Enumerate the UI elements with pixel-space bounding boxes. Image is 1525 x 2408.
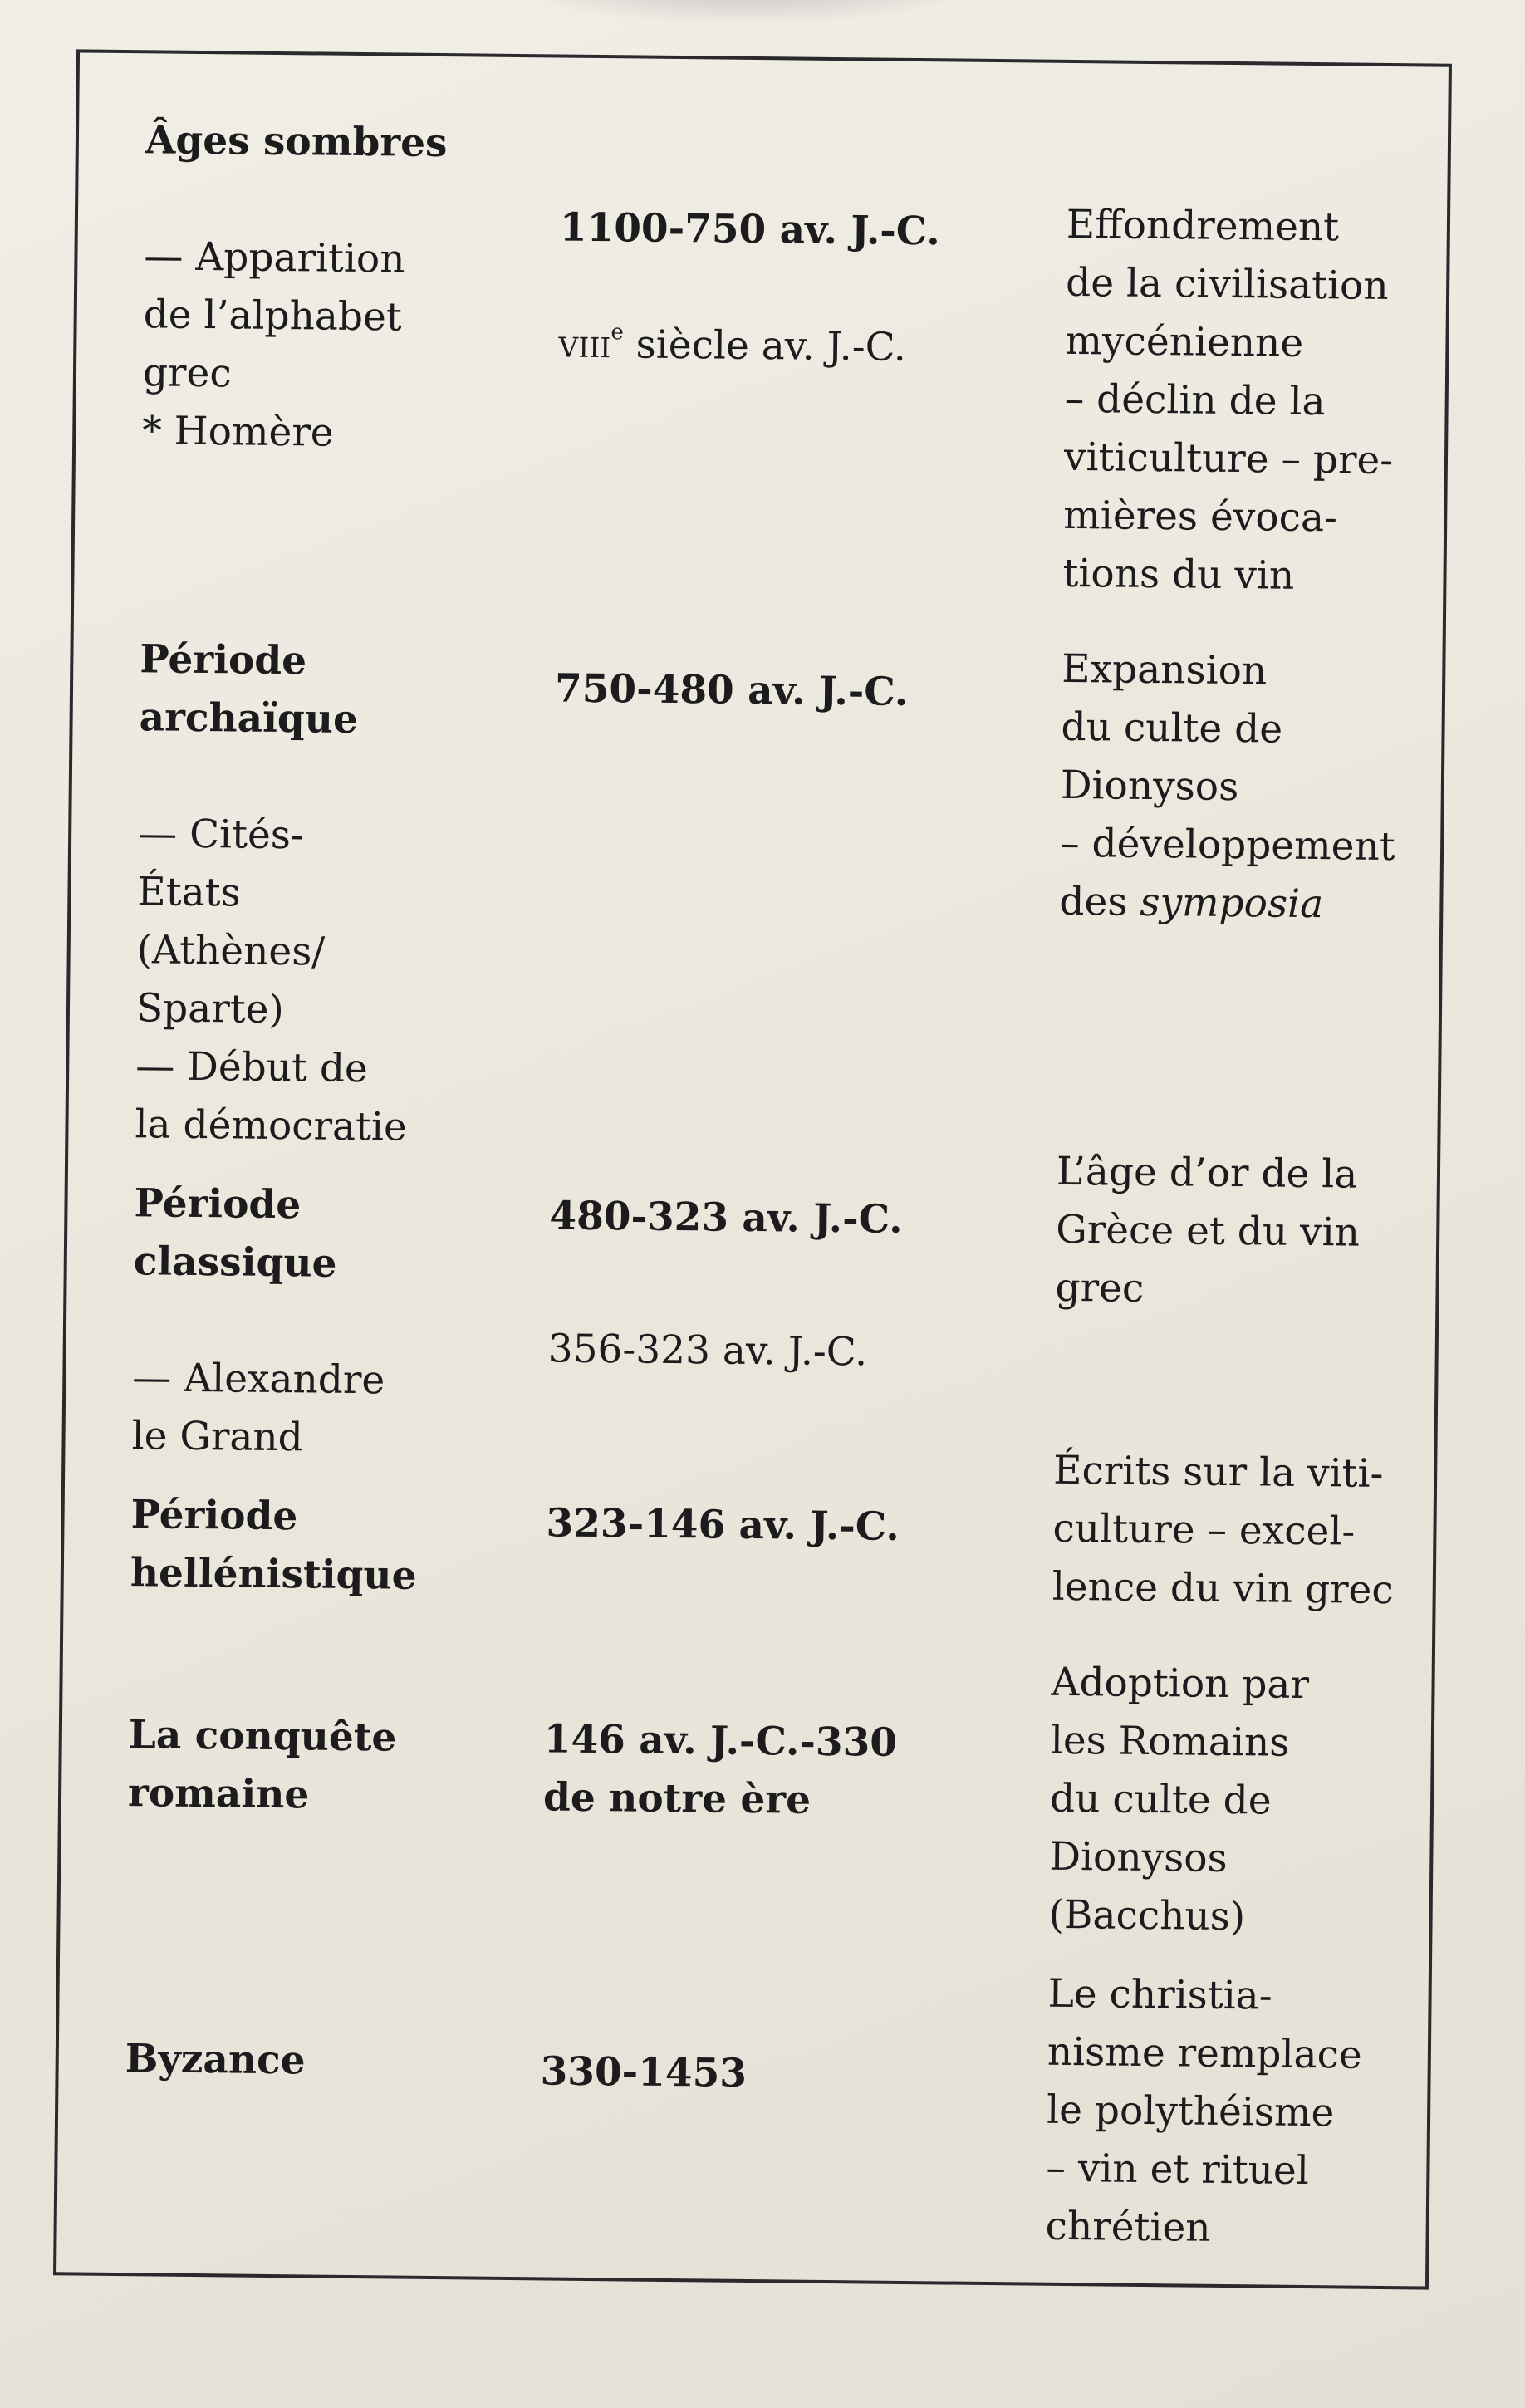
era-title: Période hellénistique (130, 1492, 417, 1599)
era-events: — Cités- États (Athènes/ Sparte) — Début de la démocratie (135, 811, 408, 1150)
date-sub-range: 356-323 av. J.-C. (547, 1326, 868, 1376)
finger-shadow (515, 0, 980, 25)
row-ages-sombres-era (142, 53, 578, 464)
row-archaique-era (135, 572, 572, 1158)
era-title: Période archaïque (139, 636, 359, 743)
timeline-table (53, 49, 1452, 2289)
row-hellenistique-era (130, 1428, 564, 1606)
row-romaine-description: Adoption par les Romains du culte de Dionysos (Bacchus) (1048, 1659, 1310, 1940)
row-ages-sombres-description: Effondrement de la civilisation mycénienne – déclin de la viticulture – pre- mières évoca- tions du vin (1062, 201, 1394, 599)
row-hellenistique-dates (546, 1436, 1012, 1557)
date-range: 1100-750 av. J.-C. (559, 204, 941, 255)
row-romaine-dates (543, 1652, 1010, 1832)
era-title: La conquête romaine (127, 1712, 397, 1818)
date-range: 330-1453 (540, 2048, 748, 2097)
date-range: 323-146 av. J.-C. (546, 1500, 900, 1550)
era-title: Période classique (133, 1180, 337, 1287)
symposia-italic: symposia (1140, 879, 1324, 928)
era-events: — Alexandre le Grand (131, 1355, 385, 1461)
row-byzance-description: Le christia- nisme remplace le polythéisme – vin et rituel chrétien (1045, 1970, 1363, 2251)
row-romaine-era (128, 1648, 561, 1827)
era-title: Âges sombres (145, 117, 448, 167)
row-byzance-era (125, 1972, 557, 2092)
row-byzance-dates (540, 1984, 1006, 2106)
row-archaique-dates (555, 601, 1021, 723)
row-hellenistique-description: Écrits sur la viti- culture – excel- lence du vin grec (1052, 1447, 1395, 1614)
row-classique-description: L’âge d’or de la Grèce et du vin grec (1055, 1148, 1361, 1312)
date-range: 750-480 av. J.-C. (554, 665, 909, 715)
row-ages-sombres-dates (558, 141, 1026, 379)
date-century: viii$^e$ siècle av. J.-C. (558, 320, 907, 370)
date-range: 146 av. J.-C.-330 de notre ère (542, 1716, 898, 1823)
date-range: 480-323 av. J.-C. (549, 1193, 903, 1243)
row-archaique-description: Expansion du culte de Dionysos – développement des symposia (1059, 645, 1395, 928)
row-classique-dates (547, 1129, 1016, 1441)
era-events: — Apparition de l’alphabet grec * Homère (141, 233, 405, 456)
era-title: Byzance (125, 2036, 306, 2084)
row-classique-era (131, 1116, 566, 1469)
